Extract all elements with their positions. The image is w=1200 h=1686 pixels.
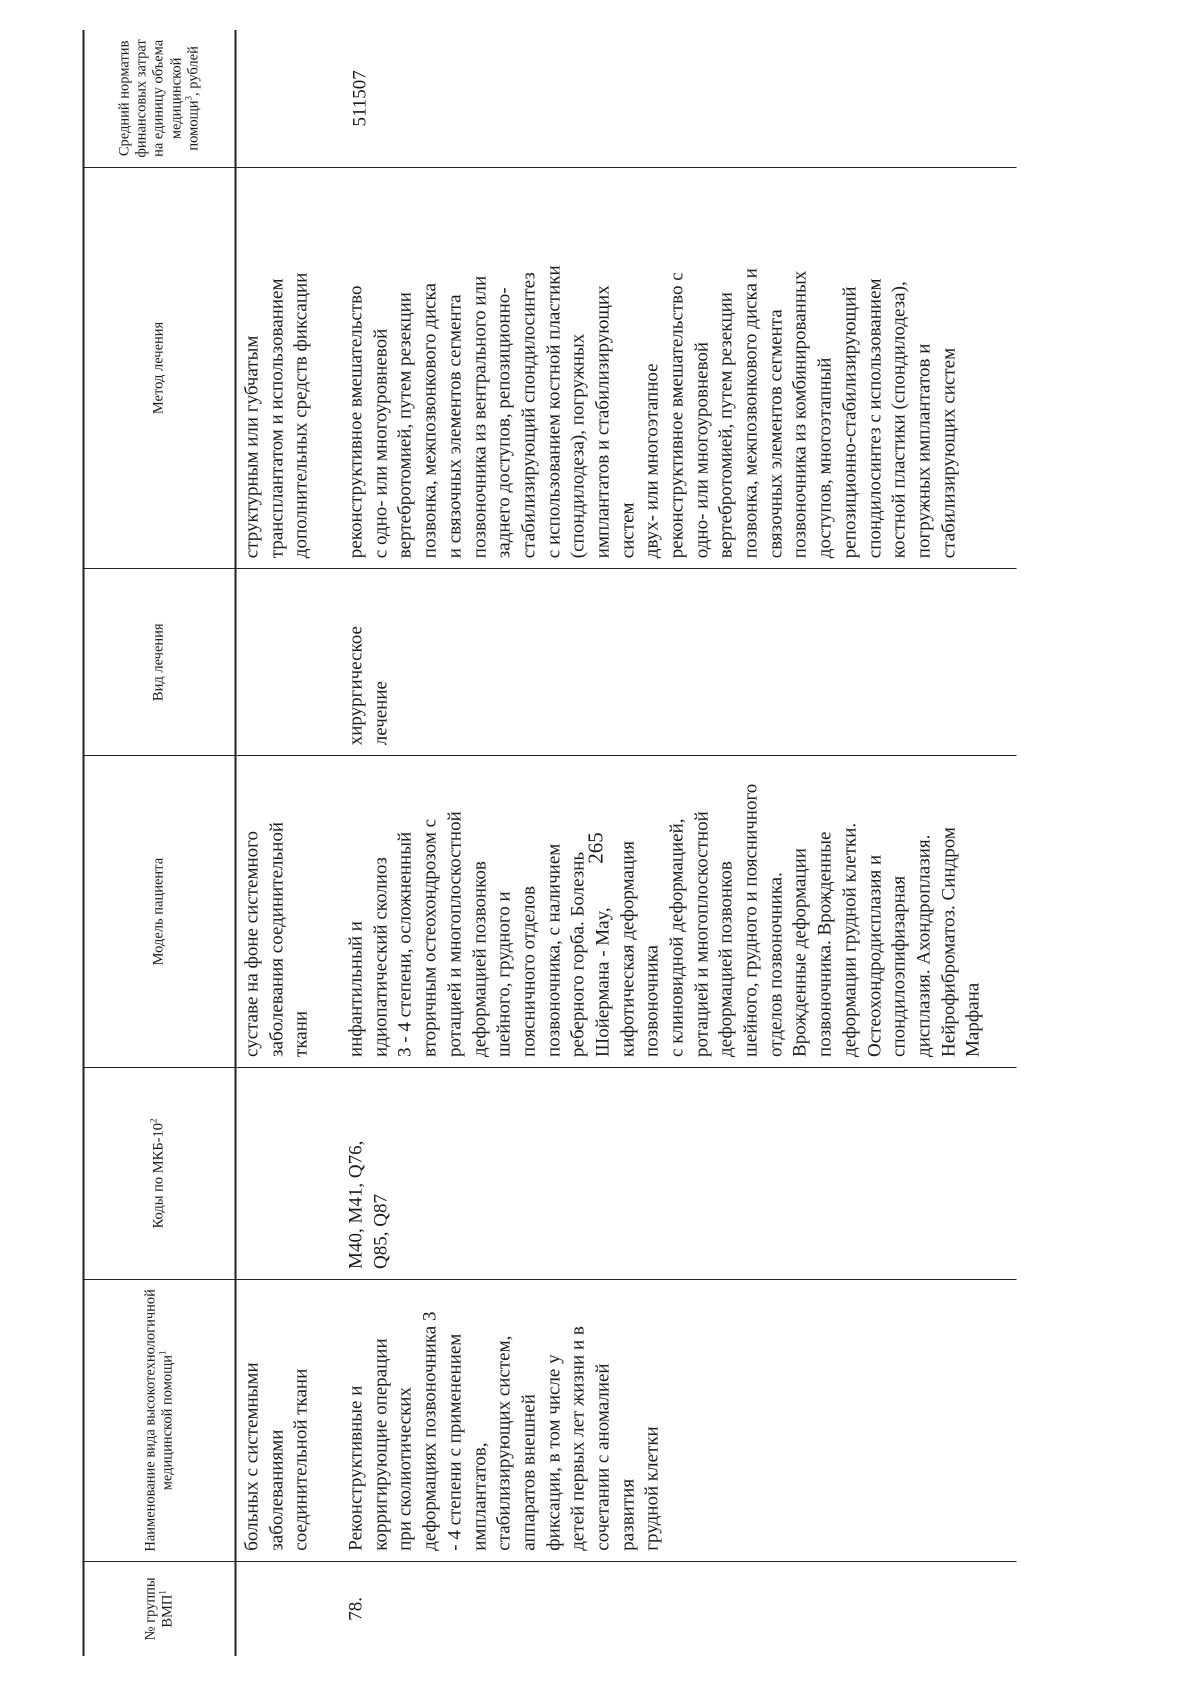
table-body	[236, 30, 1017, 1656]
vmp-table	[83, 30, 1017, 1656]
table-header	[84, 30, 236, 1656]
header-group-number: № группы ВМП$^1$	[84, 1561, 236, 1656]
table-row-spacer	[319, 30, 341, 1656]
cell-type	[236, 569, 319, 756]
cell-type: хирургическое лечение	[341, 569, 1017, 756]
header-vmp-name: Наименование вида высокотехнологичной медицинской помощи$^1$	[84, 1279, 236, 1561]
cell-method: реконструктивное вмешательство с одно- или многоуровневой вертебротомией, путем резекции позвонка, межпозвонкового диска и связочных элементов сегмента позвоночника из вентрального или заднего доступов, репозиционно- стабилизирующий спондилосинтез с использованием костной пластики (спондилодеза), погружных имплантатов и стабилизирующих систем двух- или многоэтапное реконструктивное вмешательство с одно- или многоуровневой вертебротомией, путем резекции позвонка, межпозвонкового диска и связочных элементов сегмента позвоночника из комбинированных доступов, многоэтапный репозиционно-стабилизирующий спондилосинтез с использованием костной пластики (спондилодеза), погружных имплантатов и стабилизирующих систем	[341, 167, 1017, 569]
table-row-continuation	[236, 30, 319, 1656]
cell-num	[236, 1561, 319, 1656]
header-icd-codes: Коды по МКБ-$10^2$	[84, 1067, 236, 1279]
page-number: 265	[583, 832, 608, 864]
cell-model: суставе на фоне системного заболевания соединительной ткани	[236, 756, 319, 1068]
table-row-78	[341, 30, 1017, 1656]
cell-codes: M40, M41, Q76, Q85, Q87	[341, 1067, 1017, 1279]
cell-method: структурным или губчатым трансплантатом и использованием дополнительных средств фиксации	[236, 167, 319, 569]
header-patient-model: Модель пациента	[84, 756, 236, 1068]
cell-cost	[236, 30, 319, 167]
cell-name: больных с системными заболеваниями соединительной ткани	[236, 1279, 319, 1561]
cell-num: 78.	[345, 1597, 367, 1621]
rotated-table-wrapper	[83, 30, 1118, 1656]
header-cost-standard: Средний норматив финансовых затрат на единицу объема медицинской помощи$^3$, рублей	[84, 30, 236, 167]
cell-model: инфантильный и идиопатический сколиоз 3 - 4 степени, осложненный вторичным остеохондрозом с ротацией и многоплоскостной деформацией позвонков шейного, грудного и поясничного отделов позвоночника, с наличием реберного горба. Болезнь Шойермана - May, кифотическая деформация позвоночника с клиновидной деформацией, ротацией и многоплоскостной деформацией позвонков шейного, грудного и поясничного отделов позвоночника. Врожденные деформации позвоночника. Врожденные деформации грудной клетки. Остеохондродисплазия и спондилоэпифизарная дисплазия. Ахондроплазия. Нейрофиброматоз. Синдром Марфана	[341, 756, 1017, 1068]
cell-cost: 511507	[341, 30, 1017, 167]
cell-codes	[236, 1067, 319, 1279]
cell-name: Реконструктивные и корригирующие операции при сколиотических деформациях позвоночника 3 - 4 степени с применением имплантатов, стабилизирующих систем, аппаратов внешней фиксации, в том числе у детей первых лет жизни и в сочетании с аномалией развития грудной клетки	[341, 1279, 1017, 1561]
header-treatment-type: Вид лечения	[84, 569, 236, 756]
header-treatment-method: Метод лечения	[84, 167, 236, 569]
